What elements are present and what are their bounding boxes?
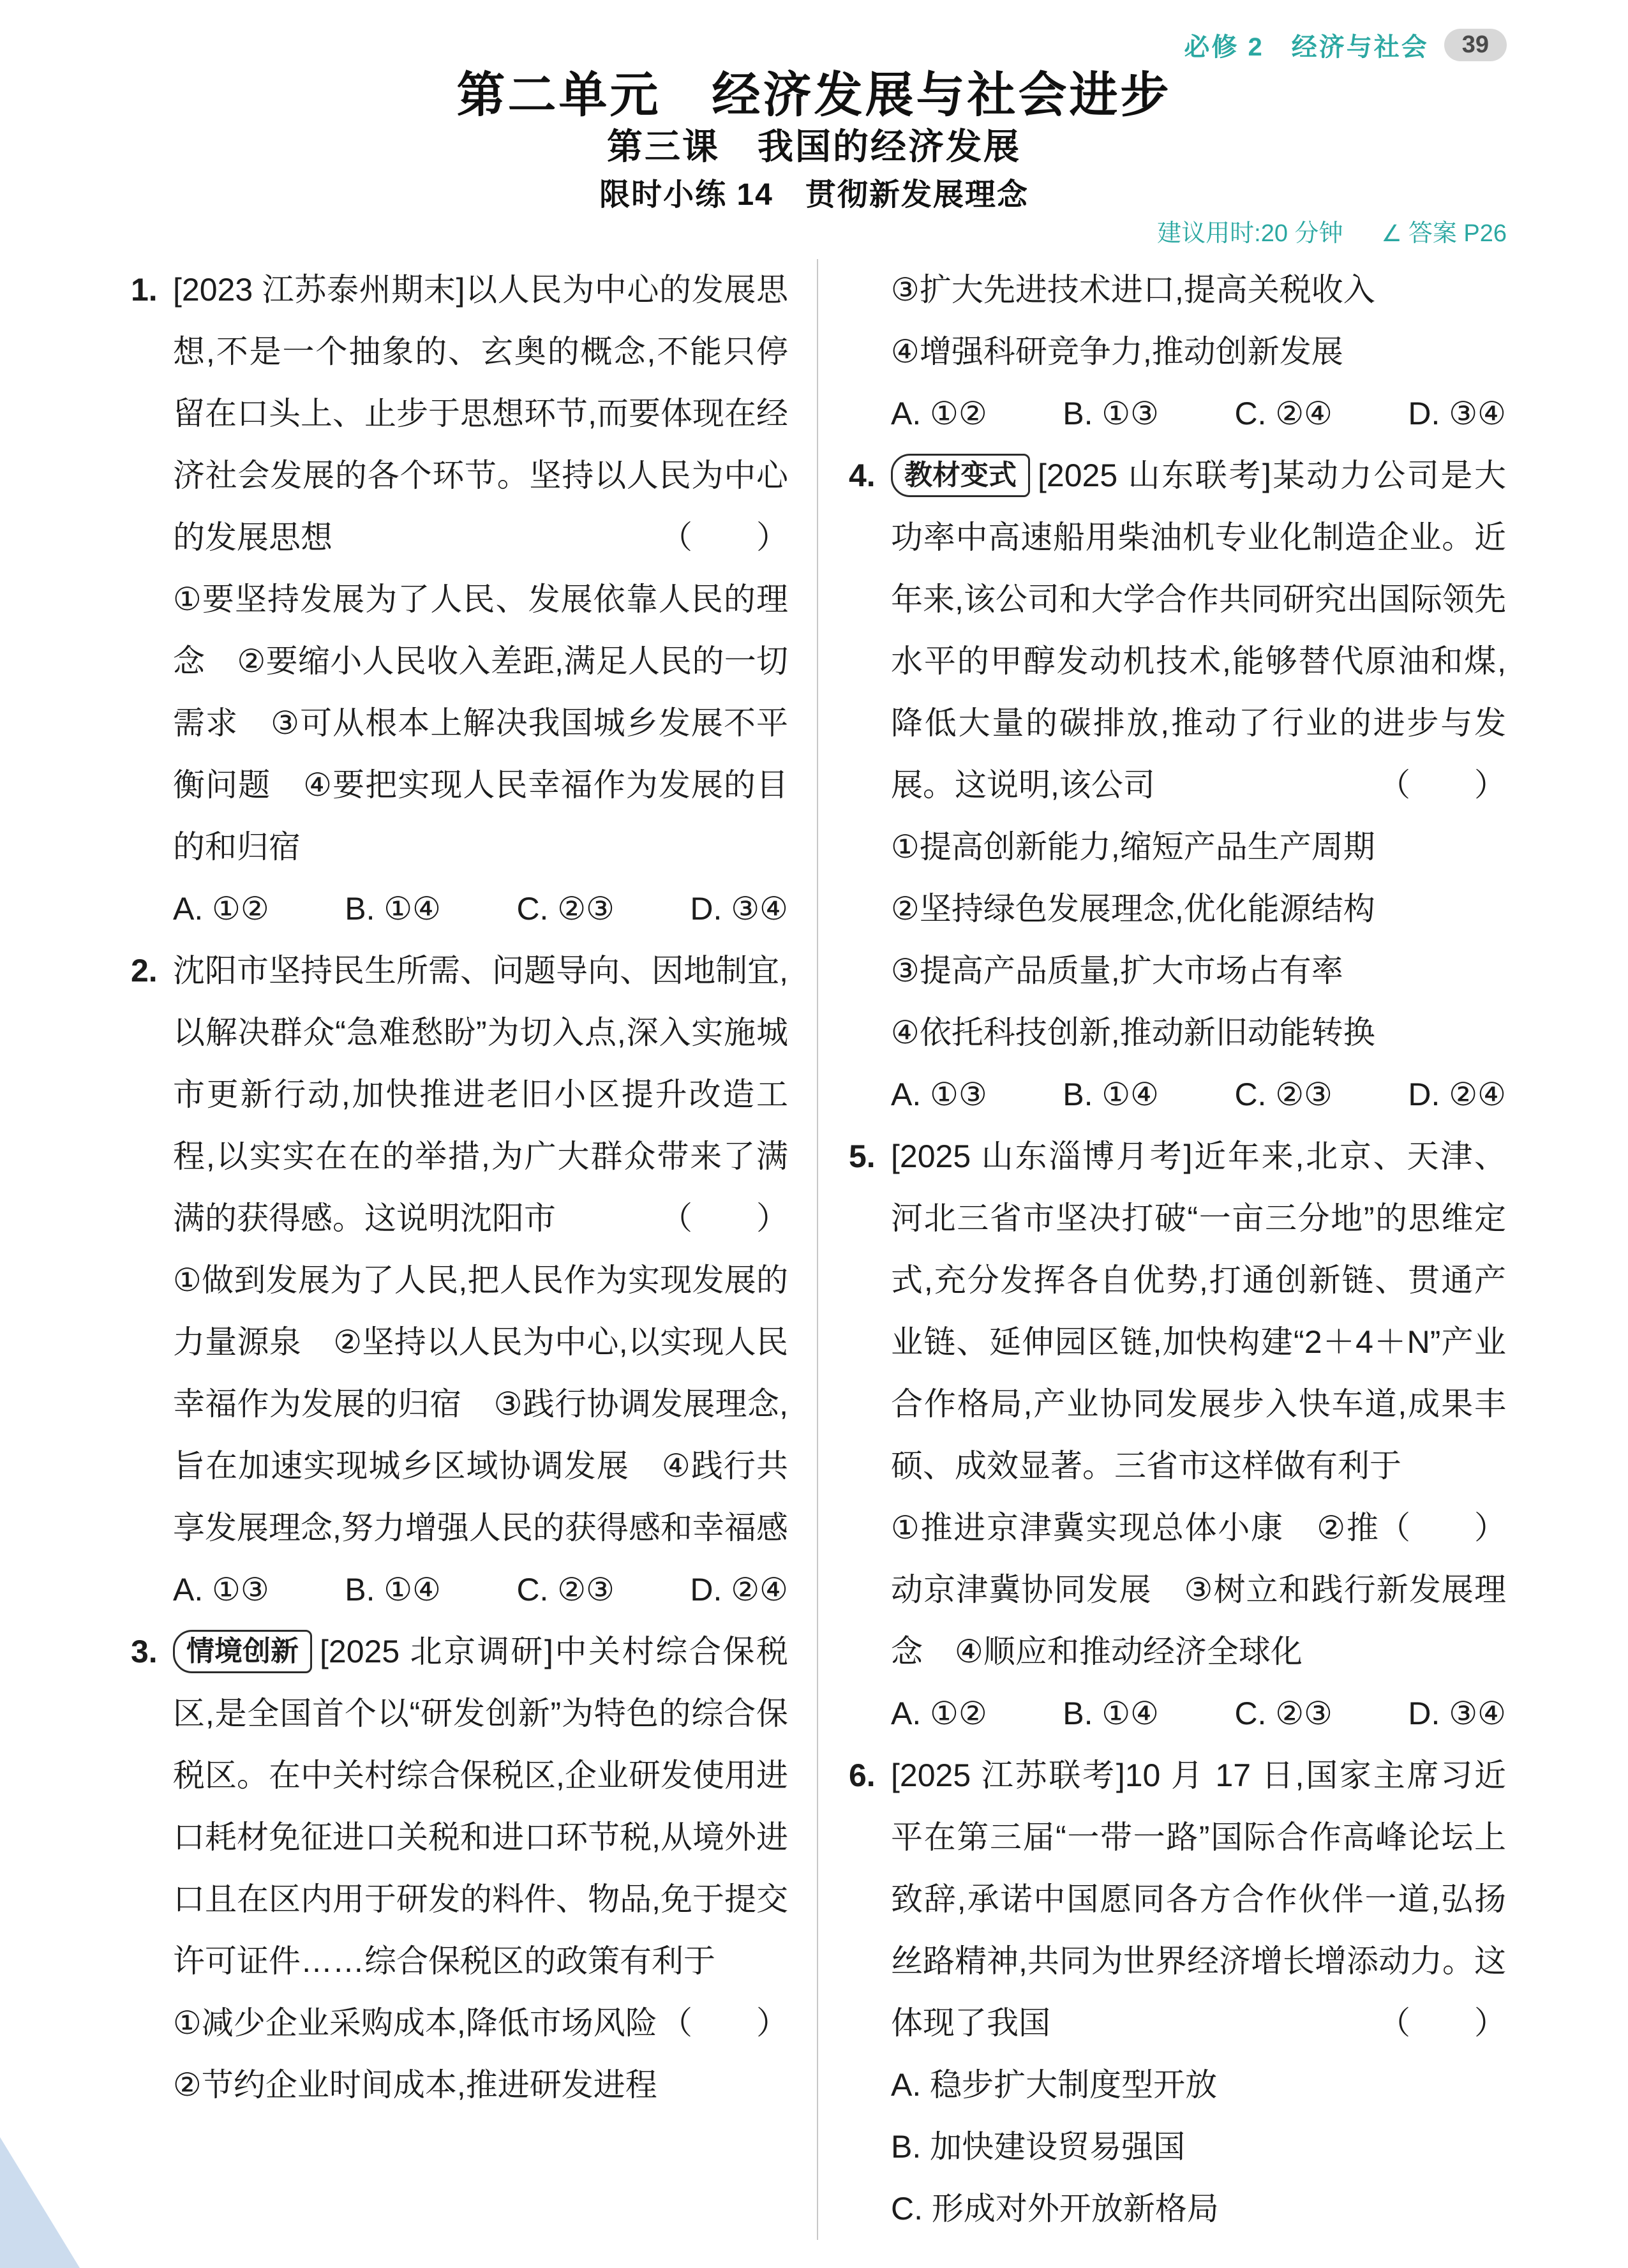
question-number: 1. xyxy=(131,272,158,308)
statement-line: ②坚持绿色发展理念,优化能源结构 xyxy=(891,891,1375,927)
question-number: 5. xyxy=(849,1138,876,1174)
answer-reference xyxy=(1382,220,1507,248)
choice-c: C. ②③ xyxy=(1234,1696,1333,1731)
answer-choices xyxy=(173,878,788,940)
answer-blank: （ ） xyxy=(1378,1510,1506,1546)
choice-c: C. ②③ xyxy=(516,891,615,927)
right-column xyxy=(817,259,1506,2240)
answer-choices xyxy=(891,383,1506,445)
option-line-b: B. 加快建设贸易强国 xyxy=(891,2129,1186,2165)
stem-text: 沈阳市坚持民生所需、问题导向、因地制宜,以解决群众“急难愁盼”为切入点,深入实施城市更新行动,加快推进老旧小区提升改造工程,以实实在在的举措,为广大群众带来了满满的获得感。这说明沈阳市 xyxy=(173,953,788,1236)
answer-blank: （ ） xyxy=(1378,767,1506,803)
statement-line: ③提高产品质量,扩大市场占有率 xyxy=(891,953,1343,989)
stem-text: [2023 江苏泰州期末]以人民为中心的发展思想,不是一个抽象的、玄奥的概念,不能只停留在口头上、止步于思想环节,而要体现在经济社会发展的各个环节。坚持以人民为中心的发展思想 xyxy=(173,272,788,555)
answer-choices xyxy=(173,1559,788,1621)
course-title: 必修 2 经济与社会 xyxy=(1184,33,1429,61)
choice-d: D. ②④ xyxy=(690,1572,788,1608)
choice-d: D. ③④ xyxy=(690,891,788,927)
question-number: 6. xyxy=(849,1757,876,1793)
choice-c: C. ②④ xyxy=(1234,396,1333,431)
question-area xyxy=(131,259,1628,2240)
page-header xyxy=(1184,27,1507,63)
choice-c: C. ②③ xyxy=(1234,1077,1333,1112)
question-number: 3. xyxy=(131,1634,158,1669)
question-stem xyxy=(891,1126,1506,1546)
choice-b: B. ①④ xyxy=(345,1572,441,1608)
choice-a: A. ①② xyxy=(891,396,987,431)
choice-b: B. ①④ xyxy=(1063,1077,1159,1112)
stem-text: [2025 山东联考]某动力公司是大功率中高速船用柴油机专业化制造企业。近年来,该公司和大学合作共同研究出国际领先水平的甲醇发动机技术,能够替代原油和煤,降低大量的碳排放,推动了行业的进步与发展。这说明,该公司 xyxy=(891,458,1506,803)
angle-icon: ∠ xyxy=(1381,220,1402,246)
question-number: 2. xyxy=(131,953,158,989)
option-line-c: C. 形成对外开放新格局 xyxy=(891,2191,1219,2227)
question-stem xyxy=(173,940,788,1250)
statement-line: ①提高创新能力,缩短产品生产周期 xyxy=(891,829,1375,865)
stem-text: [2025 江苏联考]10 月 17 日,国家主席习近平在第三届“一带一路”国际合作高峰论坛上致辞,承诺中国愿同各方合作伙伴一道,弘扬丝路精神,共同为世界经济增长增添动力。这体现了我国 xyxy=(891,1757,1506,2041)
question-number: 4. xyxy=(849,458,876,493)
choice-d: D. ③④ xyxy=(1408,1696,1506,1731)
meta-row xyxy=(131,220,1507,248)
question-3-continued xyxy=(849,259,1506,445)
choice-b: B. ①④ xyxy=(1063,1696,1159,1731)
numbered-statements: ①要坚持发展为了人民、发展依靠人民的理念 ②要缩小人民收入差距,满足人民的一切需求 ③可从根本上解决我国城乡发展不平衡问题 ④要把实现人民幸福作为发展的目的和归宿 xyxy=(173,581,788,865)
corner-decoration xyxy=(0,2137,80,2268)
statement-line: ②节约企业时间成本,推进研发进程 xyxy=(173,2067,657,2103)
statement-line: ③扩大先进技术进口,提高关税收入 xyxy=(891,272,1375,308)
question-6 xyxy=(849,1745,1506,2240)
question-stem xyxy=(891,445,1506,816)
question-stem xyxy=(891,1745,1506,2054)
answer-blank: （ ） xyxy=(661,519,788,555)
answer-choices xyxy=(891,1064,1506,1126)
answer-blank: （ ） xyxy=(661,1200,788,1236)
statement-line: ④增强科研竞争力,推动创新发展 xyxy=(891,334,1343,369)
question-4 xyxy=(849,445,1506,1126)
question-3 xyxy=(131,1621,788,2116)
answer-blank: （ ） xyxy=(1378,2005,1506,2041)
answer-reference-label: 答案 P26 xyxy=(1408,220,1507,247)
choice-b: B. ①③ xyxy=(1063,396,1159,431)
time-suggestion: 建议用时:20 分钟 xyxy=(1157,220,1343,247)
choice-a: A. ①③ xyxy=(173,1572,269,1608)
answer-blank: （ ） xyxy=(661,2005,788,2041)
option-line-a: A. 稳步扩大制度型开放 xyxy=(891,2067,1218,2103)
numbered-statements: ①推进京津冀实现总体小康 ②推动京津冀协同发展 ③树立和践行新发展理念 ④顺应和推动经济全球化 xyxy=(891,1510,1506,1669)
unit-title: 第二单元 经济发展与社会进步 xyxy=(456,68,1172,123)
scenario-innovation-badge: 情境创新 xyxy=(173,1630,312,1673)
lesson-title: 第三课 我国的经济发展 xyxy=(607,126,1021,167)
choice-a: A. ①② xyxy=(173,891,269,927)
statement-line: ①减少企业采购成本,降低市场风险 xyxy=(173,2005,657,2041)
question-5 xyxy=(849,1126,1506,1745)
answer-choices xyxy=(891,1683,1506,1745)
question-1 xyxy=(131,259,788,940)
choice-a: A. ①② xyxy=(891,1696,987,1731)
left-column xyxy=(131,259,788,2240)
choice-c: C. ②③ xyxy=(516,1572,615,1608)
drill-title: 限时小练 14 贯彻新发展理念 xyxy=(599,178,1029,212)
page-number-badge: 39 xyxy=(1444,29,1507,61)
question-stem xyxy=(173,259,788,569)
numbered-statements: ①做到发展为了人民,把人民作为实现发展的力量源泉 ②坚持以人民为中心,以实现人民幸福作为发展的归宿 ③践行协调发展理念,旨在加速实现城乡区域协调发展 ④践行共享发展理念,努力增强人民的获得感和幸福感 xyxy=(173,1262,788,1546)
choice-b: B. ①④ xyxy=(345,891,441,927)
question-2 xyxy=(131,940,788,1621)
textbook-variant-badge: 教材变式 xyxy=(891,454,1030,497)
choice-d: D. ③④ xyxy=(1408,396,1506,431)
stem-text: [2025 北京调研]中关村综合保税区,是全国首个以“研发创新”为特色的综合保税区。在中关村综合保税区,企业研发使用进口耗材免征进口关税和进口环节税,从境外进口且在区内用于研发的料件、物品,免于提交许可证件……综合保税区的政策有利于 xyxy=(173,1634,788,1979)
stem-text: [2025 山东淄博月考]近年来,北京、天津、河北三省市坚决打破“一亩三分地”的思维定式,充分发挥各自优势,打通创新链、贯通产业链、延伸园区链,加快构建“2＋4＋N”产业合作格局,产业协同发展步入快车道,成果丰硕、成效显著。三省市这样做有利于 xyxy=(891,1138,1506,1484)
statement-line: ④依托科技创新,推动新旧动能转换 xyxy=(891,1015,1375,1050)
choice-d: D. ②④ xyxy=(1408,1077,1506,1112)
choice-a: A. ①③ xyxy=(891,1077,987,1112)
